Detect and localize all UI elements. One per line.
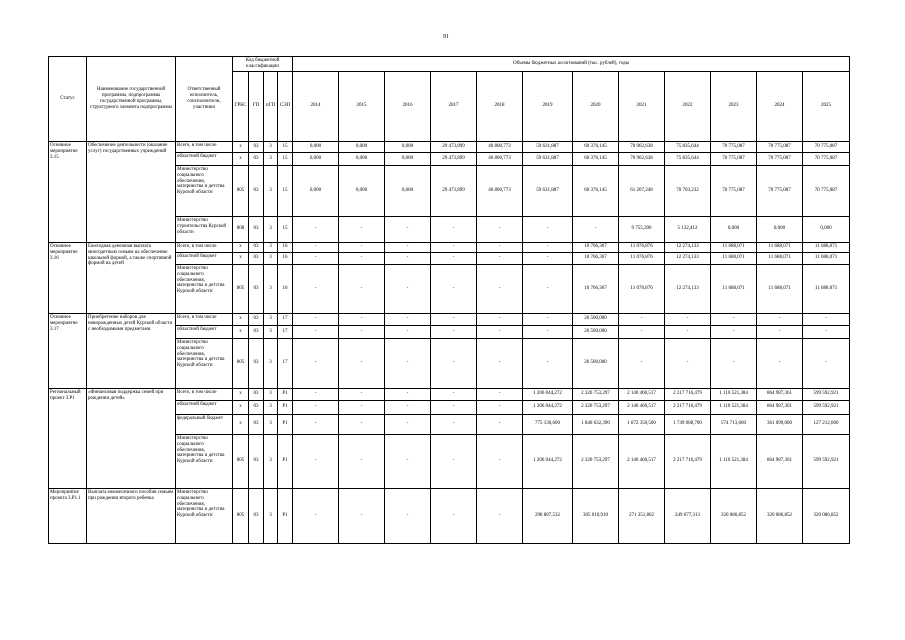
- code-cell-2: 03: [249, 152, 264, 165]
- value-2021: -: [619, 313, 665, 325]
- code-cell-1: х: [233, 242, 249, 252]
- header-code-group: Код бюджетной классификации: [233, 57, 293, 72]
- code-cell-2: 03: [249, 388, 264, 400]
- value-2019: 59 631,887: [523, 152, 573, 165]
- value-2019: 1 206 044,272: [523, 400, 573, 414]
- value-2022: -: [665, 325, 711, 338]
- value-2019: 775 130,600: [523, 414, 573, 434]
- value-2018: -: [477, 242, 523, 252]
- value-2019: -: [523, 313, 573, 325]
- value-2018: -: [477, 414, 523, 434]
- executor-cell: областной бюджет: [176, 152, 233, 165]
- value-2023: 320 086,852: [711, 488, 757, 543]
- code-cell-1: х: [233, 313, 249, 325]
- code-cell-4: Р1: [278, 434, 293, 488]
- value-2020: 60 376,145: [573, 152, 619, 165]
- value-2025: 70 775,087: [803, 141, 850, 152]
- code-cell-2: 03: [249, 414, 264, 434]
- value-2022: 12 274,133: [665, 264, 711, 313]
- value-2019: -: [523, 252, 573, 264]
- value-2015: 0,000: [339, 152, 385, 165]
- executor-cell: Всего, в том числе: [176, 242, 233, 252]
- value-2022: 12 274,133: [665, 242, 711, 252]
- value-2021: 11 076,876: [619, 264, 665, 313]
- value-2014: -: [293, 216, 339, 242]
- value-2019: -: [523, 264, 573, 313]
- value-2015: -: [339, 414, 385, 434]
- value-2021: 11 076,876: [619, 252, 665, 264]
- value-2016: -: [385, 264, 431, 313]
- value-2016: -: [385, 338, 431, 388]
- value-2022: -: [665, 313, 711, 325]
- value-2017: -: [431, 434, 477, 488]
- value-2023: 70 775,087: [711, 165, 757, 216]
- code-cell-1: х: [233, 400, 249, 414]
- code-cell-1: 805: [233, 264, 249, 313]
- code-cell-1: х: [233, 388, 249, 400]
- header-year-2015: 2015: [339, 71, 385, 141]
- executor-cell: Министерство строительства Курской области: [176, 216, 233, 242]
- value-2024: 11 688,071: [757, 242, 803, 252]
- value-2025: 127 212,600: [803, 414, 850, 434]
- value-2014: 0,000: [293, 141, 339, 152]
- value-2018: -: [477, 216, 523, 242]
- value-2018: -: [477, 434, 523, 488]
- value-2016: 0,000: [385, 141, 431, 152]
- value-2024: 361 099,000: [757, 414, 803, 434]
- value-2025: 70 775,087: [803, 152, 850, 165]
- value-2025: -: [803, 325, 850, 338]
- value-2014: -: [293, 434, 339, 488]
- code-cell-3: 3: [264, 414, 278, 434]
- name-cell: Ежегодная денежная выплата многодетным семьям на обеспечение школьной формой, а также спортивной формой на детей: [87, 242, 176, 313]
- value-2025: 0,000: [803, 216, 850, 242]
- value-2023: 1 110 521,384: [711, 388, 757, 400]
- value-2018: -: [477, 400, 523, 414]
- header-year-2021: 2021: [619, 71, 665, 141]
- value-2025: -: [803, 313, 850, 325]
- value-2018: -: [477, 313, 523, 325]
- code-cell-2: 03: [249, 264, 264, 313]
- code-cell-4: 16: [278, 252, 293, 264]
- code-cell-3: 3: [264, 488, 278, 543]
- value-2017: -: [431, 242, 477, 252]
- value-2015: 0,000: [339, 141, 385, 152]
- table-row: [49, 388, 850, 400]
- value-2023: 11 688,071: [711, 264, 757, 313]
- value-2024: 864 987,361: [757, 434, 803, 488]
- value-2020: 10 766,367: [573, 242, 619, 252]
- executor-cell: Министерство социального обеспечения, материнства и детства Курской области: [176, 434, 233, 488]
- value-2019: -: [523, 216, 573, 242]
- header-year-2019: 2019: [523, 71, 573, 141]
- executor-cell: областной бюджет: [176, 252, 233, 264]
- header-status: Статус: [49, 57, 87, 142]
- value-2024: 0,000: [757, 216, 803, 242]
- value-2014: -: [293, 313, 339, 325]
- value-2017: -: [431, 400, 477, 414]
- value-2021: 70 962,638: [619, 141, 665, 152]
- header-year-2016: 2016: [385, 71, 431, 141]
- code-cell-4: Р1: [278, 400, 293, 414]
- header-executor: Ответственный исполнитель, соисполнители, участники: [176, 57, 233, 142]
- value-2023: -: [711, 325, 757, 338]
- value-2021: 11 076,876: [619, 242, 665, 252]
- value-2024: 11 688,071: [757, 252, 803, 264]
- value-2022: 249 677,313: [665, 488, 711, 543]
- code-cell-2: 03: [249, 488, 264, 543]
- code-cell-1: 808: [233, 216, 249, 242]
- value-2017: 29 473,899: [431, 152, 477, 165]
- value-2016: 0,000: [385, 165, 431, 216]
- value-2020: 60 376,145: [573, 141, 619, 152]
- code-cell-3: 3: [264, 338, 278, 388]
- value-2021: 2 140 460,517: [619, 388, 665, 400]
- value-2025: 599 592,921: [803, 400, 850, 414]
- code-cell-2: 03: [249, 338, 264, 388]
- value-2014: -: [293, 242, 339, 252]
- value-2015: -: [339, 325, 385, 338]
- value-2023: -: [711, 313, 757, 325]
- executor-cell: Министерство социального обеспечения, материнства и детства Курской области: [176, 264, 233, 313]
- code-cell-4: 16: [278, 242, 293, 252]
- value-2017: -: [431, 216, 477, 242]
- code-cell-1: х: [233, 414, 249, 434]
- value-2016: -: [385, 216, 431, 242]
- code-cell-2: 03: [249, 313, 264, 325]
- value-2015: -: [339, 400, 385, 414]
- value-2015: -: [339, 388, 385, 400]
- header-code-4: СЭП: [278, 71, 293, 141]
- value-2014: -: [293, 414, 339, 434]
- header-code-2: ГП: [249, 71, 264, 141]
- code-cell-4: Р1: [278, 388, 293, 400]
- table-row: [49, 488, 850, 543]
- value-2020: 305 010,910: [573, 488, 619, 543]
- value-2024: 11 688,071: [757, 264, 803, 313]
- code-cell-4: 17: [278, 313, 293, 325]
- value-2025: -: [803, 338, 850, 388]
- value-2016: -: [385, 252, 431, 264]
- value-2021: 9 755,390: [619, 216, 665, 242]
- code-cell-4: 17: [278, 338, 293, 388]
- code-cell-2: 03: [249, 242, 264, 252]
- status-cell: Основное мероприятие 3.15: [49, 141, 87, 242]
- value-2023: -: [711, 338, 757, 388]
- code-cell-1: 805: [233, 165, 249, 216]
- value-2021: -: [619, 338, 665, 388]
- header-year-2018: 2018: [477, 71, 523, 141]
- name-cell: «Финансовая поддержка семей при рождении детей»: [87, 388, 176, 488]
- code-cell-1: х: [233, 252, 249, 264]
- code-cell-3: 3: [264, 264, 278, 313]
- value-2018: -: [477, 252, 523, 264]
- value-2021: 70 962,638: [619, 152, 665, 165]
- executor-cell: областной бюджет: [176, 400, 233, 414]
- value-2021: -: [619, 325, 665, 338]
- code-cell-2: 03: [249, 325, 264, 338]
- value-2015: -: [339, 242, 385, 252]
- value-2020: 26 500,000: [573, 325, 619, 338]
- value-2019: 59 631,887: [523, 165, 573, 216]
- value-2019: -: [523, 338, 573, 388]
- value-2014: -: [293, 338, 339, 388]
- code-cell-3: 3: [264, 388, 278, 400]
- value-2015: -: [339, 338, 385, 388]
- code-cell-2: 03: [249, 434, 264, 488]
- value-2020: 10 766,367: [573, 252, 619, 264]
- status-cell: Основное мероприятие 3.17: [49, 313, 87, 388]
- header-year-2022: 2022: [665, 71, 711, 141]
- value-2020: 2 320 753,297: [573, 400, 619, 414]
- value-2017: -: [431, 388, 477, 400]
- header-year-2020: 2020: [573, 71, 619, 141]
- budget-table: [48, 56, 850, 544]
- value-2024: -: [757, 338, 803, 388]
- code-cell-1: х: [233, 152, 249, 165]
- executor-cell: федеральный бюджет: [176, 414, 233, 434]
- value-2024: 70 775,087: [757, 152, 803, 165]
- code-cell-4: 16: [278, 264, 293, 313]
- value-2022: 12 274,133: [665, 252, 711, 264]
- value-2020: 26 500,000: [573, 313, 619, 325]
- value-2018: 40 800,773: [477, 141, 523, 152]
- code-cell-2: 03: [249, 216, 264, 242]
- executor-cell: областной бюджет: [176, 325, 233, 338]
- code-cell-3: 3: [264, 152, 278, 165]
- value-2018: -: [477, 325, 523, 338]
- value-2019: -: [523, 325, 573, 338]
- code-cell-3: 3: [264, 242, 278, 252]
- value-2018: -: [477, 264, 523, 313]
- value-2023: 1 110 521,384: [711, 434, 757, 488]
- value-2024: -: [757, 325, 803, 338]
- value-2016: -: [385, 325, 431, 338]
- code-cell-1: 805: [233, 338, 249, 388]
- value-2023: 70 775,087: [711, 152, 757, 165]
- value-2018: -: [477, 338, 523, 388]
- code-cell-4: Р1: [278, 414, 293, 434]
- code-cell-4: 15: [278, 141, 293, 152]
- value-2014: -: [293, 388, 339, 400]
- value-2015: -: [339, 216, 385, 242]
- value-2020: -: [573, 216, 619, 242]
- value-2017: -: [431, 488, 477, 543]
- value-2014: -: [293, 264, 339, 313]
- value-2021: 1 672 350,500: [619, 414, 665, 434]
- name-cell: Обеспечение деятельности (оказание услуг) государственных учреждений: [87, 141, 176, 242]
- code-cell-3: 3: [264, 325, 278, 338]
- value-2016: -: [385, 313, 431, 325]
- executor-cell: Всего, в том числе: [176, 313, 233, 325]
- header-name: Наименование государственной программы, подпрограммы государственной программы, структурного элемента подпрограммы: [87, 57, 176, 142]
- value-2024: -: [757, 313, 803, 325]
- code-cell-3: 3: [264, 434, 278, 488]
- value-2018: 40 800,773: [477, 152, 523, 165]
- value-2023: 70 775,087: [711, 141, 757, 152]
- value-2020: 26 500,000: [573, 338, 619, 388]
- value-2022: 5 132,412: [665, 216, 711, 242]
- value-2016: -: [385, 434, 431, 488]
- table-row: [49, 242, 850, 252]
- value-2018: -: [477, 488, 523, 543]
- status-cell: Региональный проект 3.Р1: [49, 388, 87, 488]
- value-2018: 40 800,773: [477, 165, 523, 216]
- value-2025: 11 688,071: [803, 242, 850, 252]
- code-cell-3: 3: [264, 252, 278, 264]
- value-2022: 2 217 716,479: [665, 434, 711, 488]
- value-2025: 320 086,852: [803, 488, 850, 543]
- value-2021: 2 140 460,517: [619, 400, 665, 414]
- header-volumes: Объемы бюджетных ассигнований (тыс. рублей), годы: [293, 57, 850, 72]
- value-2020: 60 376,145: [573, 165, 619, 216]
- value-2022: 1 749 008,700: [665, 414, 711, 434]
- value-2022: 75 835,644: [665, 141, 711, 152]
- code-cell-4: 15: [278, 165, 293, 216]
- value-2017: -: [431, 414, 477, 434]
- code-cell-1: х: [233, 325, 249, 338]
- code-cell-1: 805: [233, 434, 249, 488]
- value-2015: -: [339, 434, 385, 488]
- header-year-2024: 2024: [757, 71, 803, 141]
- value-2015: -: [339, 252, 385, 264]
- status-cell: Мероприятие проекта 3.Р1.1: [49, 488, 87, 543]
- code-cell-3: 3: [264, 313, 278, 325]
- value-2015: -: [339, 264, 385, 313]
- code-cell-2: 03: [249, 165, 264, 216]
- code-cell-2: 03: [249, 400, 264, 414]
- value-2015: -: [339, 488, 385, 543]
- value-2014: -: [293, 252, 339, 264]
- name-cell: Приобретение наборов для новорожденных детей Курской области с необходимыми предметами: [87, 313, 176, 388]
- value-2023: 0,000: [711, 216, 757, 242]
- value-2016: -: [385, 242, 431, 252]
- value-2014: -: [293, 400, 339, 414]
- value-2024: 864 987,361: [757, 388, 803, 400]
- value-2019: -: [523, 242, 573, 252]
- header-code-3: пГП: [264, 71, 278, 141]
- value-2024: 70 775,087: [757, 165, 803, 216]
- code-cell-3: 3: [264, 400, 278, 414]
- code-cell-4: Р1: [278, 488, 293, 543]
- value-2020: 2 320 753,297: [573, 388, 619, 400]
- value-2016: -: [385, 400, 431, 414]
- value-2022: 70 703,232: [665, 165, 711, 216]
- code-cell-4: 17: [278, 325, 293, 338]
- value-2020: 2 320 753,297: [573, 434, 619, 488]
- value-2020: 10 766,367: [573, 264, 619, 313]
- value-2017: -: [431, 252, 477, 264]
- value-2015: -: [339, 313, 385, 325]
- executor-cell: Всего, в том числе: [176, 141, 233, 152]
- value-2016: -: [385, 488, 431, 543]
- header-year-2023: 2023: [711, 71, 757, 141]
- value-2017: -: [431, 313, 477, 325]
- value-2025: 599 592,921: [803, 434, 850, 488]
- value-2021: 2 140 460,517: [619, 434, 665, 488]
- value-2016: -: [385, 388, 431, 400]
- code-cell-1: х: [233, 141, 249, 152]
- header-year-2017: 2017: [431, 71, 477, 141]
- value-2024: 70 775,087: [757, 141, 803, 152]
- table-row: [49, 313, 850, 325]
- value-2023: 1 110 521,384: [711, 400, 757, 414]
- value-2015: 0,000: [339, 165, 385, 216]
- value-2022: 75 835,644: [665, 152, 711, 165]
- code-cell-3: 3: [264, 165, 278, 216]
- value-2022: -: [665, 338, 711, 388]
- value-2022: 2 217 716,479: [665, 388, 711, 400]
- code-cell-3: 3: [264, 141, 278, 152]
- page-number: 91: [443, 34, 449, 40]
- value-2025: 599 592,921: [803, 388, 850, 400]
- value-2019: 59 631,887: [523, 141, 573, 152]
- value-2017: -: [431, 325, 477, 338]
- executor-cell: Министерство социального обеспечения, материнства и детства Курской области: [176, 338, 233, 388]
- header-year-2014: 2014: [293, 71, 339, 141]
- value-2016: -: [385, 414, 431, 434]
- value-2019: 298 887,532: [523, 488, 573, 543]
- value-2025: 70 775,087: [803, 165, 850, 216]
- code-cell-4: 15: [278, 152, 293, 165]
- status-cell: Основное мероприятие 3.16: [49, 242, 87, 313]
- value-2024: 320 086,852: [757, 488, 803, 543]
- value-2022: 2 217 716,479: [665, 400, 711, 414]
- value-2025: 11 688,071: [803, 252, 850, 264]
- code-cell-2: 03: [249, 252, 264, 264]
- executor-cell: Всего, в том числе: [176, 388, 233, 400]
- value-2017: -: [431, 264, 477, 313]
- value-2017: 29 473,899: [431, 165, 477, 216]
- value-2023: 11 688,071: [711, 242, 757, 252]
- executor-cell: Министерство социального обеспечения, материнства и детства Курской области: [176, 165, 233, 216]
- value-2025: 11 688,071: [803, 264, 850, 313]
- value-2014: 0,000: [293, 152, 339, 165]
- value-2017: -: [431, 338, 477, 388]
- value-2017: 29 473,899: [431, 141, 477, 152]
- value-2014: -: [293, 325, 339, 338]
- code-cell-2: 03: [249, 141, 264, 152]
- value-2023: 574 713,600: [711, 414, 757, 434]
- value-2021: 271 351,862: [619, 488, 665, 543]
- header-year-2025: 2025: [803, 71, 850, 141]
- value-2024: 864 987,361: [757, 400, 803, 414]
- code-cell-3: 3: [264, 216, 278, 242]
- header-code-1: ГРБС: [233, 71, 249, 141]
- value-2014: -: [293, 488, 339, 543]
- value-2023: 11 688,071: [711, 252, 757, 264]
- name-cell: Выплата ежемесячного пособия семьям при рождении второго ребенка: [87, 488, 176, 543]
- value-2018: -: [477, 388, 523, 400]
- code-cell-4: 15: [278, 216, 293, 242]
- value-2021: 61 207,248: [619, 165, 665, 216]
- value-2019: 1 206 044,272: [523, 434, 573, 488]
- value-2016: 0,000: [385, 152, 431, 165]
- executor-cell: Министерство социального обеспечения, материнства и детства Курской области: [176, 488, 233, 543]
- code-cell-1: 805: [233, 488, 249, 543]
- value-2014: 0,000: [293, 165, 339, 216]
- value-2020: 1 840 632,390: [573, 414, 619, 434]
- value-2019: 1 206 044,272: [523, 388, 573, 400]
- table-row: [49, 141, 850, 152]
